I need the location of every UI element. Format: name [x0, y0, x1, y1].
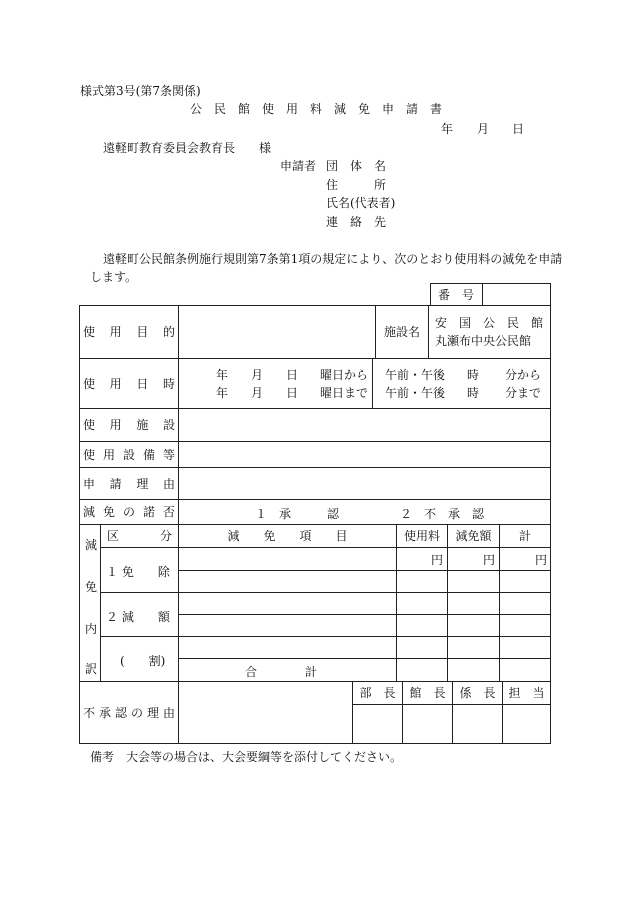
date-from-year: 年 — [216, 368, 229, 382]
stamp-header-section-chief: 係 長 — [459, 686, 496, 700]
time-to-ampm[interactable]: 午前・午後 — [385, 386, 446, 400]
time-from-hour: 時 — [467, 368, 480, 382]
total-header: 計 — [518, 529, 531, 543]
time-to-hour: 時 — [467, 386, 480, 400]
date-to-month: 月 — [251, 386, 264, 400]
facility-options[interactable] — [429, 305, 550, 358]
equipment-label: 使用設備等 — [83, 447, 175, 462]
category-full-exemption: １ 免 除 — [106, 565, 170, 579]
reason-label: 申 請 理 由 — [83, 476, 175, 491]
applicant-representative: 氏名(代表者) — [326, 196, 396, 210]
exemption-side-label-2: 免 — [85, 580, 98, 594]
category-percent: ( 割) — [120, 654, 166, 668]
body-text-line2: します。 — [90, 270, 138, 284]
approval-label: 減免の諾否 — [83, 505, 175, 519]
reduction-header: 減免額 — [455, 529, 492, 543]
stamp-header-director: 部 長 — [359, 686, 396, 700]
facility-option-ankuni[interactable]: 安 国 公 民 館 — [435, 315, 544, 330]
date-from-day: 日 — [286, 368, 299, 382]
time-from-minute: 分から — [505, 368, 542, 382]
category-partial-reduction: ２ 減 額 — [106, 610, 170, 624]
form-title: 公 民 館 使 用 料 減 免 申 請 書 — [190, 102, 443, 116]
item-header: 減 免 項 目 — [227, 529, 348, 543]
purpose-field[interactable] — [179, 305, 375, 358]
exemption-side-label-1: 減 — [85, 538, 98, 552]
date-year-label: 年 — [441, 122, 454, 136]
form-number: 様式第3号(第7条関係) — [80, 84, 201, 98]
applicant-label: 申請者 — [280, 159, 317, 173]
time-from-ampm[interactable]: 午前・午後 — [385, 368, 446, 382]
addressee: 遠軽町教育委員会教育長 様 — [103, 141, 272, 155]
date-to-year: 年 — [216, 386, 229, 400]
facility-field[interactable] — [179, 408, 550, 441]
approval-option-approve[interactable]: １ 承 認 — [255, 507, 340, 521]
number-label: 番 号 — [437, 287, 474, 302]
approval-option-reject[interactable]: ２ 不 承 認 — [400, 507, 485, 521]
exemption-side-label-3: 内 — [85, 622, 98, 636]
facility-name-label: 施設名 — [383, 325, 420, 339]
applicant-contact: 連 絡 先 — [326, 215, 387, 229]
date-month-label: 月 — [477, 122, 490, 136]
exemption-side-label-4: 訳 — [85, 662, 98, 676]
number-field[interactable] — [483, 283, 550, 305]
total-yen: 円 — [535, 553, 548, 567]
reduction-yen: 円 — [483, 553, 496, 567]
applicant-group-name: 団 体 名 — [326, 159, 387, 173]
facility-label: 使 用 施 設 — [83, 418, 175, 432]
date-to-day: 日 — [286, 386, 299, 400]
stamp-header-staff: 担 当 — [508, 686, 545, 700]
fee-yen: 円 — [431, 553, 444, 567]
fee-header: 使用料 — [403, 529, 440, 543]
reject-reason-label: 不承認の理由 — [83, 705, 175, 720]
facility-option-maruseppu[interactable]: 丸瀬布中央公民館 — [435, 333, 532, 348]
date-to-weekday: 曜日まで — [320, 386, 369, 400]
sum-label: 合 計 — [245, 665, 318, 679]
category-header: 区 分 — [107, 529, 172, 543]
body-text-line1: 遠軽町公民館条例施行規則第7条第1項の規定により、次のとおり使用料の減免を申請 — [103, 252, 563, 266]
reason-field[interactable] — [179, 467, 550, 499]
reject-reason-field[interactable] — [179, 681, 352, 743]
equipment-field[interactable] — [179, 441, 550, 467]
date-from-month: 月 — [251, 368, 264, 382]
date-day-label: 日 — [512, 122, 525, 136]
purpose-label: 使 用 目 的 — [83, 325, 175, 339]
time-to-minute: 分まで — [505, 386, 542, 400]
note: 備考 大会等の場合は、大会要綱等を添付してください。 — [90, 750, 403, 764]
datetime-label: 使 用 日 時 — [83, 376, 175, 391]
applicant-address: 住 所 — [326, 178, 387, 192]
date-from-weekday: 曜日から — [320, 368, 369, 382]
stamp-header-hall-chief: 館 長 — [409, 686, 446, 700]
